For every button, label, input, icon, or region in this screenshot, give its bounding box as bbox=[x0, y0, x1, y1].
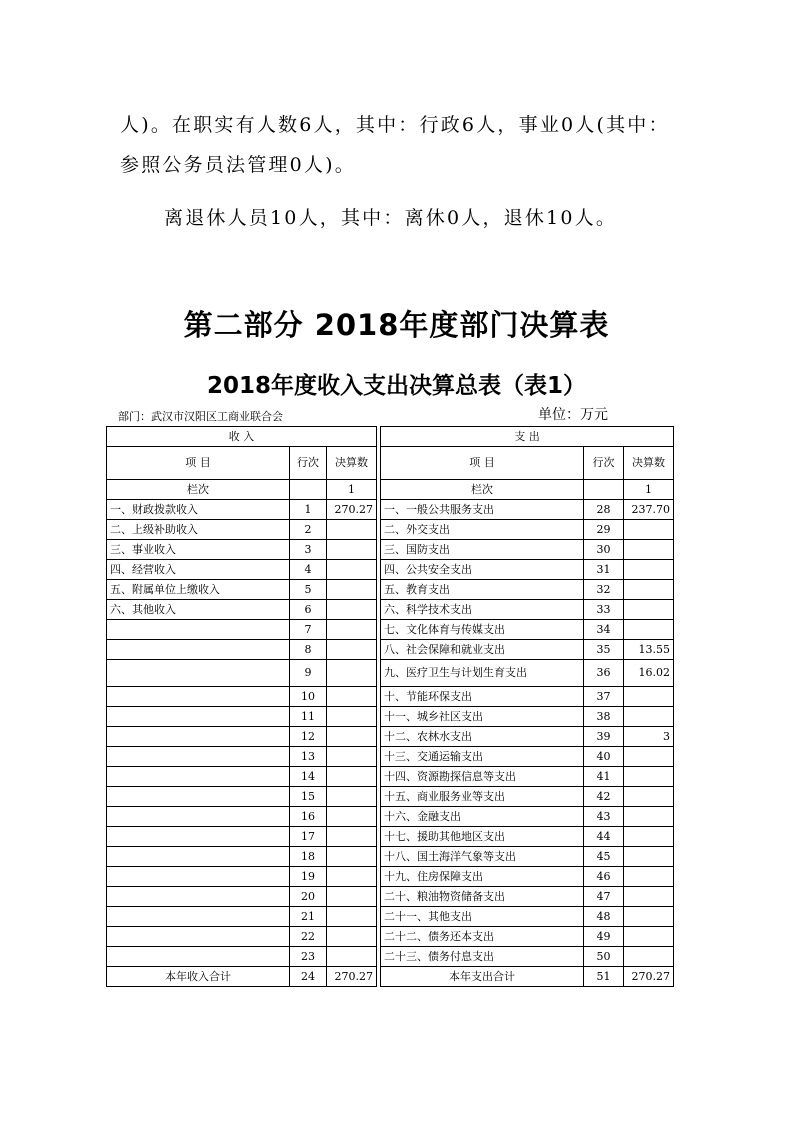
unit-label: 单位：万元 bbox=[538, 407, 608, 423]
expense-row-no-header: 行次 bbox=[584, 447, 624, 480]
income-amount bbox=[327, 947, 377, 967]
expense-amount bbox=[624, 947, 674, 967]
expense-item: 十四、资源勘探信息等支出 bbox=[381, 767, 584, 787]
table-row bbox=[107, 727, 674, 747]
income-amount bbox=[327, 927, 377, 947]
expense-row-no: 41 bbox=[584, 767, 624, 787]
income-item bbox=[107, 640, 290, 660]
expense-row-no: 43 bbox=[584, 807, 624, 827]
income-amount bbox=[327, 620, 377, 640]
expense-column-no: 1 bbox=[624, 480, 674, 500]
income-row-no: 12 bbox=[290, 727, 327, 747]
expense-amount: 237.70 bbox=[624, 500, 674, 520]
expense-item: 二、外交支出 bbox=[381, 520, 584, 540]
income-item: 六、其他收入 bbox=[107, 600, 290, 620]
expense-amount: 16.02 bbox=[624, 660, 674, 687]
income-item bbox=[107, 660, 290, 687]
table-row bbox=[107, 907, 674, 927]
income-amount bbox=[327, 640, 377, 660]
income-row-no: 16 bbox=[290, 807, 327, 827]
expense-amount bbox=[624, 807, 674, 827]
table-row bbox=[107, 947, 674, 967]
expense-amount bbox=[624, 887, 674, 907]
income-row-no: 18 bbox=[290, 847, 327, 867]
income-amount bbox=[327, 540, 377, 560]
expense-item: 十五、商业服务业等支出 bbox=[381, 787, 584, 807]
expense-header: 支 出 bbox=[381, 427, 674, 447]
table-row bbox=[107, 500, 674, 520]
table-row bbox=[107, 620, 674, 640]
expense-amount bbox=[624, 520, 674, 540]
expense-item-header: 项 目 bbox=[381, 447, 584, 480]
expense-item: 十、节能环保支出 bbox=[381, 687, 584, 707]
income-amount bbox=[327, 827, 377, 847]
income-item bbox=[107, 767, 290, 787]
income-row-no: 3 bbox=[290, 540, 327, 560]
expense-item: 六、科学技术支出 bbox=[381, 600, 584, 620]
income-item bbox=[107, 927, 290, 947]
income-item bbox=[107, 787, 290, 807]
table-row bbox=[107, 660, 674, 687]
expense-row-no: 32 bbox=[584, 580, 624, 600]
table-row bbox=[107, 580, 674, 600]
expense-item: 三、国防支出 bbox=[381, 540, 584, 560]
table-row bbox=[107, 520, 674, 540]
income-amount bbox=[327, 887, 377, 907]
expense-row-no: 37 bbox=[584, 687, 624, 707]
income-amount bbox=[327, 907, 377, 927]
part-title: 第二部分 2018年度部门决算表 bbox=[183, 308, 610, 342]
expense-row-no: 31 bbox=[584, 560, 624, 580]
expense-column-label: 栏次 bbox=[381, 480, 584, 500]
income-item: 二、上级补助收入 bbox=[107, 520, 290, 540]
income-amount bbox=[327, 520, 377, 540]
income-column-no: 1 bbox=[327, 480, 377, 500]
expense-item: 七、文化体育与传媒支出 bbox=[381, 620, 584, 640]
table-row bbox=[107, 767, 674, 787]
table-title: 2018年度收入支出决算总表（表1） bbox=[206, 373, 587, 399]
income-row-no: 1 bbox=[290, 500, 327, 520]
expense-row-no: 50 bbox=[584, 947, 624, 967]
expense-amount bbox=[624, 747, 674, 767]
income-amount bbox=[327, 707, 377, 727]
income-item bbox=[107, 847, 290, 867]
table-row bbox=[107, 540, 674, 560]
expense-row-no: 46 bbox=[584, 867, 624, 887]
income-row-no-header: 行次 bbox=[290, 447, 327, 480]
income-total-no: 24 bbox=[290, 967, 327, 987]
expense-item: 十八、国土海洋气象等支出 bbox=[381, 847, 584, 867]
income-amount bbox=[327, 560, 377, 580]
expense-row-no: 44 bbox=[584, 827, 624, 847]
expense-amount bbox=[624, 927, 674, 947]
income-row-no: 4 bbox=[290, 560, 327, 580]
income-row-no: 22 bbox=[290, 927, 327, 947]
table-row bbox=[107, 687, 674, 707]
income-item bbox=[107, 687, 290, 707]
income-item: 一、财政拨款收入 bbox=[107, 500, 290, 520]
income-item: 五、附属单位上缴收入 bbox=[107, 580, 290, 600]
income-row-no: 5 bbox=[290, 580, 327, 600]
expense-row-no: 45 bbox=[584, 847, 624, 867]
income-expense-table bbox=[106, 426, 674, 987]
income-row-no: 9 bbox=[290, 660, 327, 687]
income-row-no: 20 bbox=[290, 887, 327, 907]
income-item bbox=[107, 727, 290, 747]
expense-item: 二十二、债务还本支出 bbox=[381, 927, 584, 947]
expense-item: 四、公共安全支出 bbox=[381, 560, 584, 580]
expense-row-no: 47 bbox=[584, 887, 624, 907]
expense-amount bbox=[624, 540, 674, 560]
income-total-amount: 270.27 bbox=[327, 967, 377, 987]
expense-amount bbox=[624, 580, 674, 600]
income-item: 三、事业收入 bbox=[107, 540, 290, 560]
total-row bbox=[107, 967, 674, 987]
income-row-no: 11 bbox=[290, 707, 327, 727]
income-amount bbox=[327, 767, 377, 787]
income-item bbox=[107, 620, 290, 640]
expense-amount: 13.55 bbox=[624, 640, 674, 660]
expense-item: 八、社会保障和就业支出 bbox=[381, 640, 584, 660]
income-item: 四、经营收入 bbox=[107, 560, 290, 580]
expense-total-no: 51 bbox=[584, 967, 624, 987]
expense-row-no: 40 bbox=[584, 747, 624, 767]
expense-item: 十九、住房保障支出 bbox=[381, 867, 584, 887]
income-item bbox=[107, 867, 290, 887]
expense-amount bbox=[624, 787, 674, 807]
expense-item: 十三、交通运输支出 bbox=[381, 747, 584, 767]
expense-row-no: 28 bbox=[584, 500, 624, 520]
income-amount bbox=[327, 787, 377, 807]
table-row bbox=[107, 847, 674, 867]
expense-row-no: 35 bbox=[584, 640, 624, 660]
income-amount bbox=[327, 807, 377, 827]
income-header: 收 入 bbox=[107, 427, 377, 447]
expense-item: 二十一、其他支出 bbox=[381, 907, 584, 927]
expense-amount-header: 决算数 bbox=[624, 447, 674, 480]
table-row bbox=[107, 747, 674, 767]
expense-item: 十七、援助其他地区支出 bbox=[381, 827, 584, 847]
income-item bbox=[107, 747, 290, 767]
expense-row-no: 36 bbox=[584, 660, 624, 687]
expense-amount bbox=[624, 687, 674, 707]
income-item bbox=[107, 907, 290, 927]
income-item bbox=[107, 707, 290, 727]
expense-amount bbox=[624, 600, 674, 620]
table-row bbox=[107, 640, 674, 660]
income-item bbox=[107, 947, 290, 967]
income-amount bbox=[327, 867, 377, 887]
income-amount bbox=[327, 600, 377, 620]
income-column-label: 栏次 bbox=[107, 480, 290, 500]
income-item bbox=[107, 887, 290, 907]
expense-amount bbox=[624, 767, 674, 787]
expense-item: 九、医疗卫生与计划生育支出 bbox=[381, 660, 584, 687]
income-row-no: 6 bbox=[290, 600, 327, 620]
expense-item: 十二、农林水支出 bbox=[381, 727, 584, 747]
table-row bbox=[107, 787, 674, 807]
expense-row-no: 33 bbox=[584, 600, 624, 620]
expense-amount bbox=[624, 620, 674, 640]
expense-item: 十六、金融支出 bbox=[381, 807, 584, 827]
expense-amount bbox=[624, 867, 674, 887]
expense-row-no: 34 bbox=[584, 620, 624, 640]
income-amount bbox=[327, 660, 377, 687]
income-amount bbox=[327, 687, 377, 707]
expense-amount bbox=[624, 907, 674, 927]
income-row-no: 2 bbox=[290, 520, 327, 540]
intro-paragraph: 人)。在职实有人数6人，其中：行政6人，事业0人(其中：参照公务员法管理0人)。 bbox=[120, 114, 670, 176]
income-total-label: 本年收入合计 bbox=[107, 967, 290, 987]
expense-amount: 3 bbox=[624, 727, 674, 747]
income-amount bbox=[327, 727, 377, 747]
table-row bbox=[107, 600, 674, 620]
table-row bbox=[107, 887, 674, 907]
table-row bbox=[107, 827, 674, 847]
income-row-no: 7 bbox=[290, 620, 327, 640]
table-row bbox=[107, 807, 674, 827]
expense-total-label: 本年支出合计 bbox=[381, 967, 584, 987]
income-amount bbox=[327, 847, 377, 867]
expense-item: 二十三、债务付息支出 bbox=[381, 947, 584, 967]
expense-item: 五、教育支出 bbox=[381, 580, 584, 600]
expense-amount bbox=[624, 707, 674, 727]
income-amount-header: 决算数 bbox=[327, 447, 377, 480]
expense-row-no: 30 bbox=[584, 540, 624, 560]
table-row bbox=[107, 707, 674, 727]
income-row-no: 23 bbox=[290, 947, 327, 967]
expense-row-no: 48 bbox=[584, 907, 624, 927]
expense-row-no: 29 bbox=[584, 520, 624, 540]
income-row-no: 14 bbox=[290, 767, 327, 787]
expense-amount bbox=[624, 847, 674, 867]
income-row-no: 19 bbox=[290, 867, 327, 887]
expense-row-no: 42 bbox=[584, 787, 624, 807]
expense-amount bbox=[624, 560, 674, 580]
income-amount: 270.27 bbox=[327, 500, 377, 520]
income-row-no: 8 bbox=[290, 640, 327, 660]
retiree-paragraph: 离退休人员10人，其中：离休0人，退休10人。 bbox=[164, 207, 618, 229]
expense-item: 一、一般公共服务支出 bbox=[381, 500, 584, 520]
income-item bbox=[107, 807, 290, 827]
department-label: 部门：武汉市汉阳区工商业联合会 bbox=[118, 410, 283, 423]
expense-row-no: 49 bbox=[584, 927, 624, 947]
income-row-no: 10 bbox=[290, 687, 327, 707]
expense-row-no: 39 bbox=[584, 727, 624, 747]
income-row-no: 13 bbox=[290, 747, 327, 767]
income-row-no: 17 bbox=[290, 827, 327, 847]
expense-item: 十一、城乡社区支出 bbox=[381, 707, 584, 727]
table-row bbox=[107, 867, 674, 887]
expense-item: 二十、粮油物资储备支出 bbox=[381, 887, 584, 907]
table-row bbox=[107, 560, 674, 580]
table-row bbox=[107, 927, 674, 947]
expense-total-amount: 270.27 bbox=[624, 967, 674, 987]
income-amount bbox=[327, 747, 377, 767]
expense-row-no: 38 bbox=[584, 707, 624, 727]
income-item-header: 项 目 bbox=[107, 447, 290, 480]
income-item bbox=[107, 827, 290, 847]
income-row-no: 15 bbox=[290, 787, 327, 807]
income-amount bbox=[327, 580, 377, 600]
income-row-no: 21 bbox=[290, 907, 327, 927]
expense-amount bbox=[624, 827, 674, 847]
